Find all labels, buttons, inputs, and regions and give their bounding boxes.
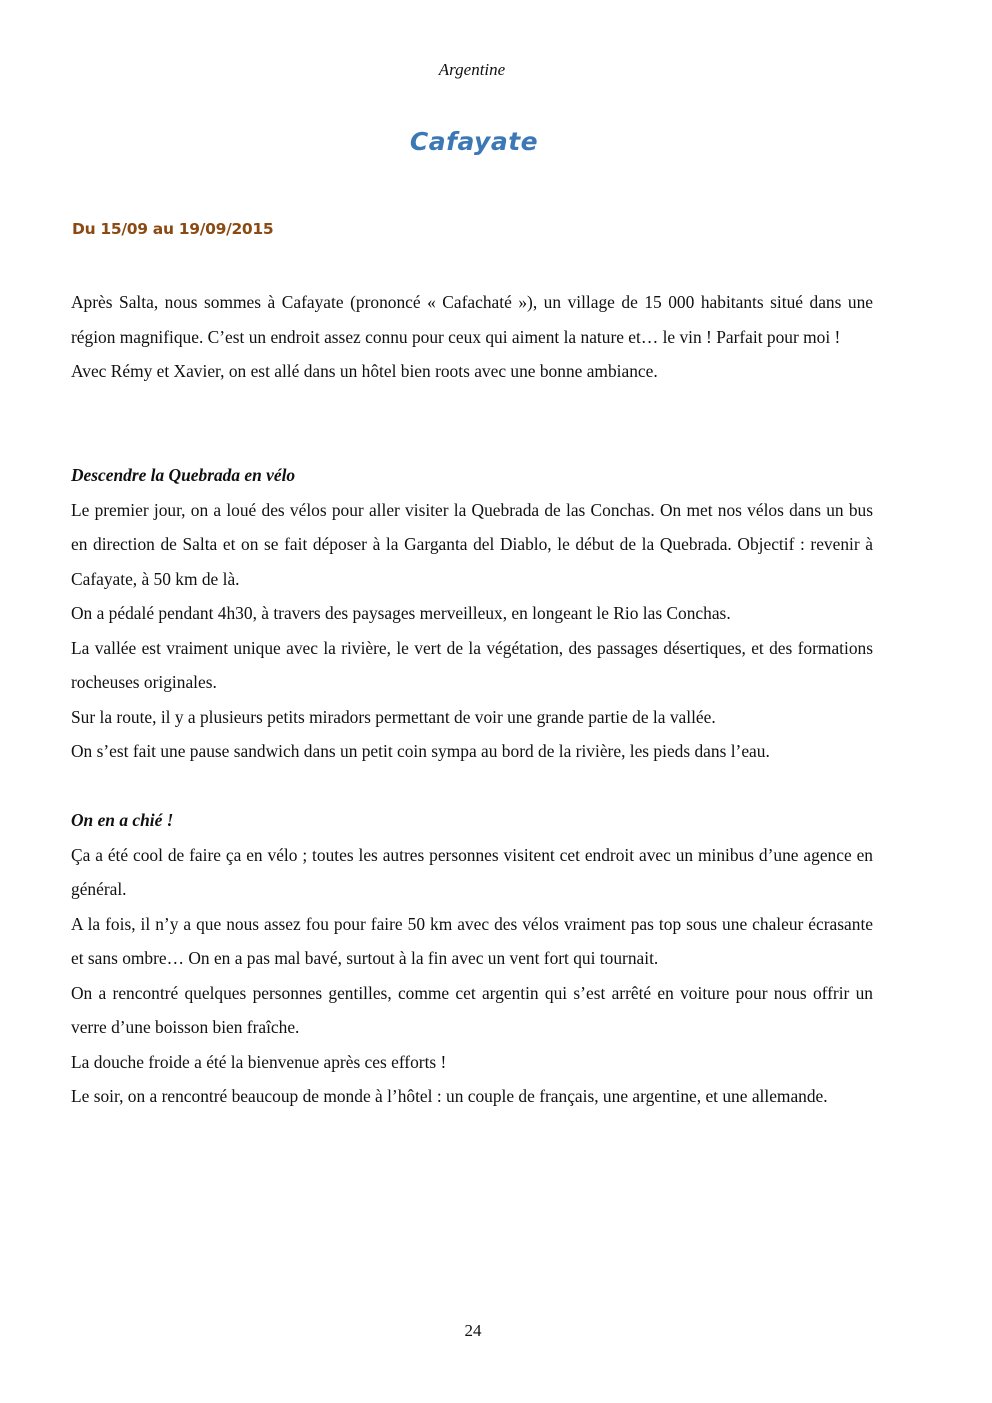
paragraph: Le premier jour, on a loué des vélos pour aller visiter la Quebrada de las Conchas. On met nos vélos dans un bus en direction de Salta et on se fait déposer à la Garganta del Diablo, le début de la Quebrada. Objectif : revenir à Cafayate, à 50 km de là. [71,499,873,589]
date-range: Du 15/09 au 19/09/2015 [72,220,274,238]
paragraph: On a pédalé pendant 4h30, à travers des paysages merveilleux, en longeant le Rio las Conchas. [71,603,731,623]
page-title: Cafayate [409,127,539,156]
paragraph: Après Salta, nous sommes à Cafayate (prononcé « Cafachaté »), un village de 15 000 habitants situé dans une région magnifique. C’est un endroit assez connu pour ceux qui aiment la nature et… le vin ! Parfait pour moi ! [71,292,873,347]
paragraph: Le soir, on a rencontré beaucoup de monde à l’hôtel : un couple de français, une argentine, et une allemande. [71,1086,828,1106]
section-heading: Descendre la Quebrada en vélo [71,465,296,485]
paragraph: Ça a été cool de faire ça en vélo ; toutes les autres personnes visitent cet endroit avec un minibus d’une agence en général. [71,844,873,899]
paragraph: Avec Rémy et Xavier, on est allé dans un hôtel bien roots avec une bonne ambiance. [71,361,658,381]
section-heading: On en a chié ! [71,810,174,830]
paragraph: La douche froide a été la bienvenue après ces efforts ! [71,1051,447,1072]
paragraph: La vallée est vraiment unique avec la rivière, le vert de la végétation, des passages désertiques, et des formations rocheuses originales. [71,637,873,692]
section-quebrada [71,458,873,769]
paragraph: On a rencontré quelques personnes gentilles, comme cet argentin qui s’est arrêté en voiture pour nous offrir un verre d’une boisson bien fraîche. [71,982,873,1037]
section-effort [71,803,873,1114]
paragraph: A la fois, il n’y a que nous assez fou pour faire 50 km avec des vélos vraiment pas top sous une chaleur écrasante et sans ombre… On en a pas mal bavé, surtout à la fin avec un vent fort qui tournait. [71,913,873,968]
intro-block [71,285,873,389]
running-header: Argentine [438,60,506,79]
page-number: 24 [464,1321,482,1340]
paragraph: Sur la route, il y a plusieurs petits miradors permettant de voir une grande partie de la vallée. [71,706,716,727]
paragraph: On s’est fait une pause sandwich dans un petit coin sympa au bord de la rivière, les pieds dans l’eau. [71,741,770,761]
